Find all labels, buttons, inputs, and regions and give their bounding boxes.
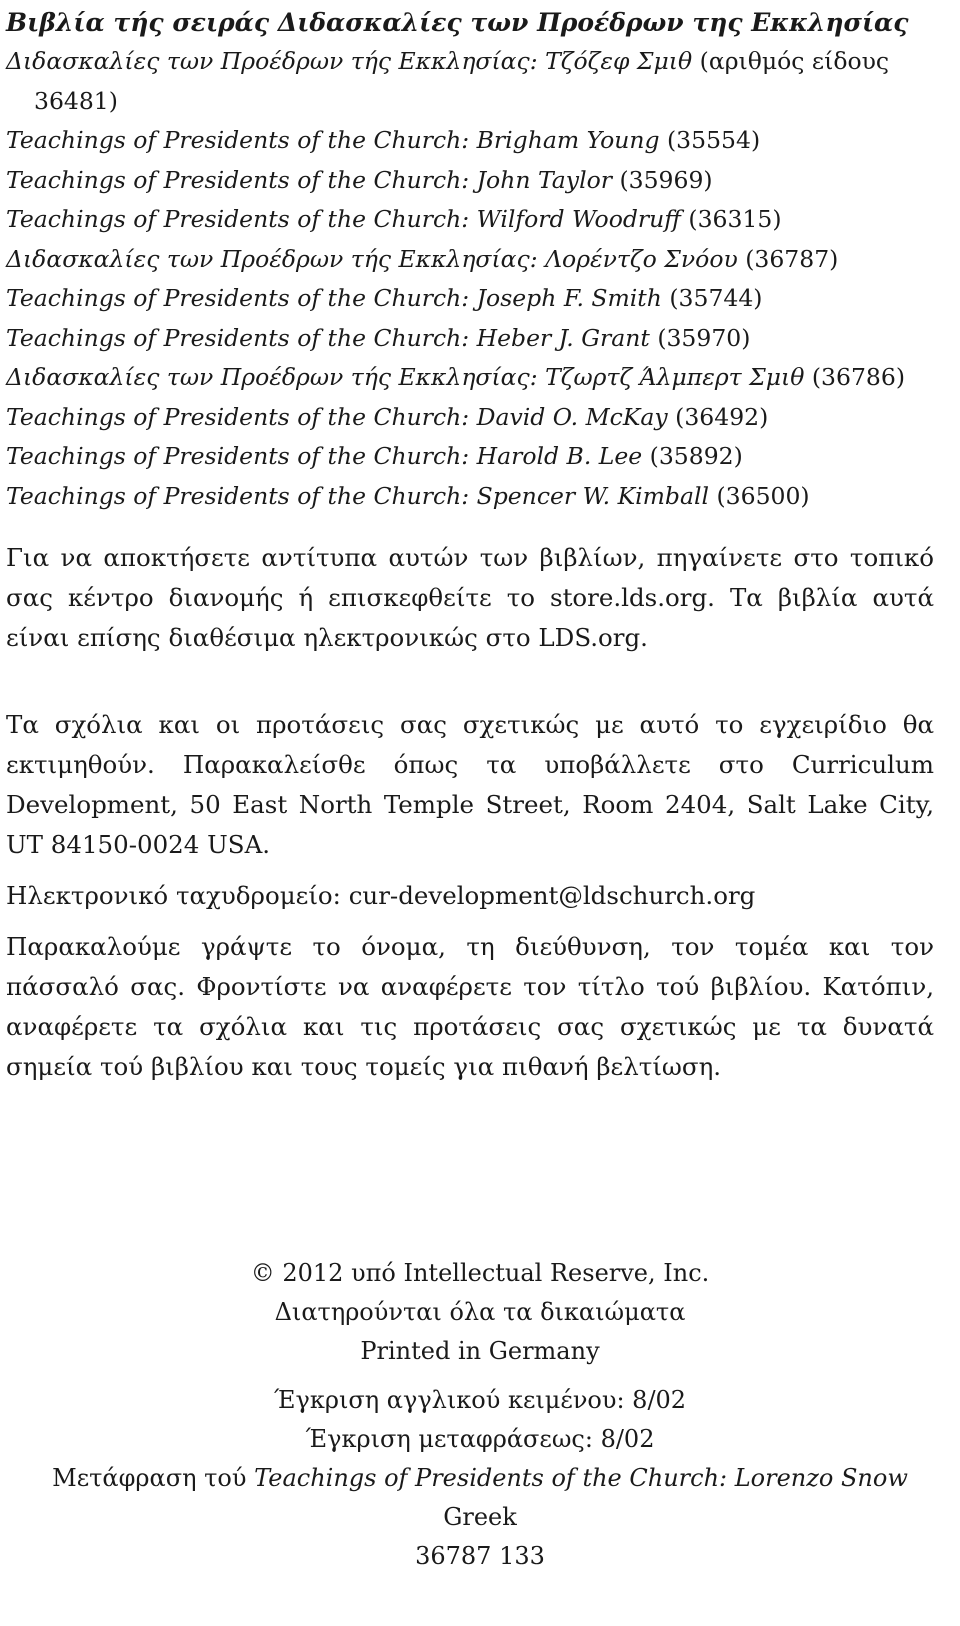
series-list bbox=[6, 42, 934, 516]
series-item-number: (35744) bbox=[669, 284, 763, 312]
series-item-title: Teachings of Presidents of the Church: John Taylor bbox=[6, 165, 612, 194]
series-heading: Βιβλία τής σειράς Διδασκαλίες των Προέδρων της Εκκλησίας bbox=[6, 8, 909, 37]
translation-prefix: Μετάφραση τού bbox=[52, 1464, 247, 1492]
series-item-title: Teachings of Presidents of the Church: Wilford Woodruff bbox=[6, 205, 681, 233]
copyright-line: © 2012 υπό Intellectual Reserve, Inc. bbox=[250, 1259, 710, 1287]
series-item-title: Διδασκαλίες των Προέδρων τής Εκκλησίας: Τζόζεφ Σμιθ bbox=[6, 47, 693, 75]
instructions-paragraph: Παρακαλούμε γράψτε το όνομα, τη διεύθυνση, τον τομέα και τον πάσσαλό σας. Φροντίστε να αναφέρετε τον τίτλο τού βιβλίου. Κατόπιν, αναφέρετε τα σχόλια και τις προτάσεις σας σχετικώς με τα δυνατά σημεία τού βιβλίου και τους τομείς για πιθανή βελτίωση. bbox=[6, 932, 934, 1081]
series-item-number: (35554) bbox=[667, 126, 761, 154]
colophon bbox=[0, 1254, 960, 1576]
series-item bbox=[6, 279, 934, 319]
series-item bbox=[6, 42, 934, 121]
series-item-title: Teachings of Presidents of the Church: David O. McKay bbox=[6, 402, 668, 431]
translation-of-line bbox=[0, 1459, 960, 1498]
series-item-title: Διδασκαλίες των Προέδρων τής Εκκλησίας: Τζωρτζ Άλμπερτ Σμιθ bbox=[6, 363, 805, 391]
feedback-paragraph: Τα σχόλια και οι προτάσεις σας σχετικώς με αυτό το εγχειρίδιο θα εκτιμηθούν. Παρακαλείσθε όπως τα υποβάλλετε στο Curriculum Development, 50 East North Temple Street, Room 2404, Salt Lake City, UT 84150-0024 USA. bbox=[6, 710, 934, 859]
series-item bbox=[6, 398, 934, 438]
series-item-number: (35892) bbox=[649, 442, 743, 470]
email-paragraph: Ηλεκτρονικό ταχυδρομείο: cur-development@ldschurch.org bbox=[6, 881, 756, 910]
series-item-number: (35970) bbox=[657, 323, 751, 352]
series-item bbox=[6, 358, 934, 398]
series-item bbox=[6, 437, 934, 477]
english-approval-line: Έγκριση αγγλικού κειμένου: 8/02 bbox=[273, 1386, 687, 1414]
series-item bbox=[6, 319, 934, 359]
series-item-number: (36787) bbox=[745, 244, 839, 273]
series-item bbox=[6, 240, 934, 280]
series-item-title: Διδασκαλίες των Προέδρων τής Εκκλησίας: Λορέντζο Σνόου bbox=[6, 244, 738, 273]
series-item-number: (36786) bbox=[811, 363, 905, 391]
rights-line: Διατηρούνται όλα τα δικαιώματα bbox=[274, 1298, 686, 1326]
series-item-number: (36315) bbox=[688, 205, 782, 233]
series-item-number-continued: 36481) bbox=[34, 86, 118, 115]
series-item-title: Teachings of Presidents of the Church: Brigham Young bbox=[6, 126, 660, 154]
translation-approval-line: Έγκριση μεταφράσεως: 8/02 bbox=[305, 1425, 655, 1453]
series-item-number: (36500) bbox=[716, 481, 810, 510]
translation-source-title: Teachings of Presidents of the Church: Lorenzo Snow bbox=[254, 1464, 908, 1492]
series-item-title: Teachings of Presidents of the Church: Heber J. Grant bbox=[6, 323, 650, 352]
series-item-number: (αριθμός είδους bbox=[699, 47, 890, 75]
series-item-number: (36492) bbox=[675, 402, 769, 431]
series-item bbox=[6, 121, 934, 161]
printed-line: Printed in Germany bbox=[360, 1337, 600, 1365]
series-item-title: Teachings of Presidents of the Church: Harold B. Lee bbox=[6, 442, 643, 470]
series-item bbox=[6, 477, 934, 517]
availability-paragraph: Για να αποκτήσετε αντίτυπα αυτών των βιβλίων, πηγαίνετε στο τοπικό σας κέντρο διανομής ή επισκεφθείτε το store.lds.org. Τα βιβλία αυτά είναι επίσης διαθέσιμα ηλεκτρονικώς στο LDS.org. bbox=[6, 543, 934, 652]
item-number-line: 36787 133 bbox=[415, 1542, 545, 1570]
series-item bbox=[6, 200, 934, 240]
series-item-title: Teachings of Presidents of the Church: Joseph F. Smith bbox=[6, 284, 662, 312]
series-item bbox=[6, 161, 934, 201]
series-item-title: Teachings of Presidents of the Church: Spencer W. Kimball bbox=[6, 481, 710, 510]
language-line: Greek bbox=[443, 1503, 517, 1531]
series-item-number: (35969) bbox=[619, 165, 713, 194]
